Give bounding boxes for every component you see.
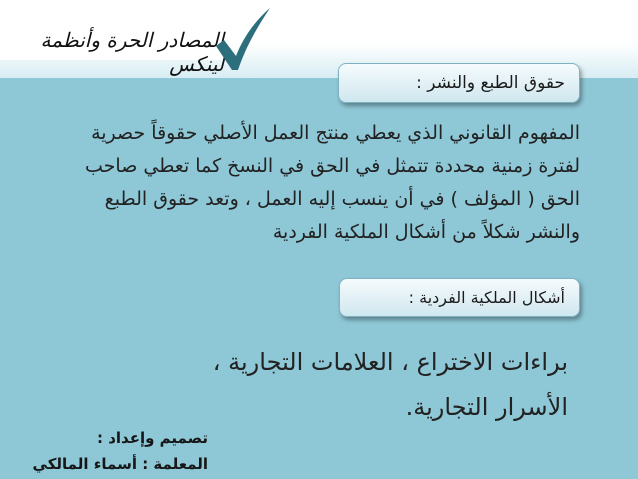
copyright-definition: المفهوم القانوني الذي يعطي منتج العمل الأصلي حقوقاً حصرية لفترة زمنية محددة تتمثل في الحق في النسخ كما تعطي صاحب الحق ( المؤلف ) في أن ينسب إليه العمل ، وتعد حقوق الطبع والنشر شكلاً من أشكال الملكية الفردية [85,122,580,243]
credits [8,425,208,477]
checkmark-icon [214,6,272,72]
banner-title: المصادر الحرة وأنظمة لينكس [40,28,224,76]
section1-heading: حقوق الطبع والنشر : [416,73,565,93]
property-forms-line2: الأسرار التجارية. [405,393,568,421]
credits-line2: المعلمة : أسماء المالكي [32,455,208,473]
property-forms-line1: براءات الاختراع ، العلامات التجارية ، [212,348,568,376]
property-forms-list [88,340,568,430]
credits-line1: تصميم وإعداد : [96,429,208,447]
section-heading-property-forms [339,278,580,317]
section-heading-copyright [338,63,580,103]
section2-heading: أشكال الملكية الفردية : [408,288,565,307]
